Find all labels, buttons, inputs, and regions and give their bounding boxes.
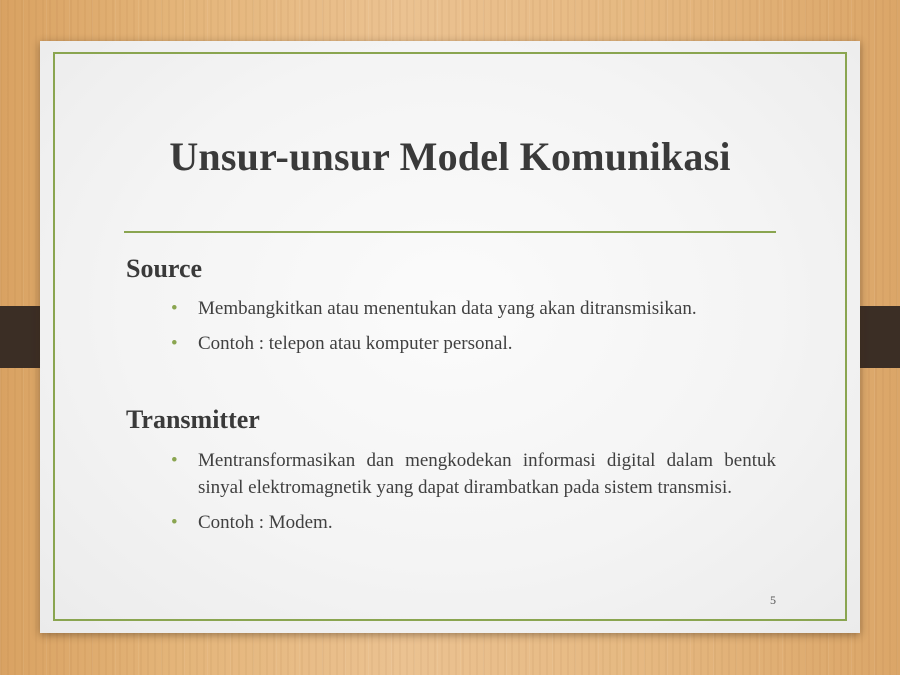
bullet-icon: • [171, 512, 178, 533]
section-heading-transmitter: Transmitter [126, 405, 260, 434]
bullet-text: Membangkitkan atau menentukan data yang akan ditransmisikan. [198, 298, 697, 319]
page-number: 5 [770, 593, 776, 607]
transmitter-bullet-list [171, 447, 776, 544]
bullet-text: Contoh : Modem. [198, 512, 333, 533]
slide [40, 41, 860, 633]
source-bullet-list [171, 295, 776, 365]
bullet-icon: • [171, 450, 178, 471]
list-item [171, 509, 776, 536]
list-item [171, 447, 776, 501]
list-item [171, 330, 776, 357]
title-divider [124, 231, 776, 233]
section-heading-source: Source [126, 254, 203, 283]
bullet-text: Mentransformasikan dan mengkodekan informasi digital dalam bentuk sinyal elektromagnetik yang dapat dirambatkan pada sistem transmisi. [198, 450, 776, 498]
list-item [171, 295, 776, 322]
bullet-text: Contoh : telepon atau komputer personal. [198, 333, 513, 354]
bullet-icon: • [171, 333, 178, 354]
slide-title: Unsur-unsur Model Komunikasi [169, 134, 731, 179]
bullet-icon: • [171, 298, 178, 319]
